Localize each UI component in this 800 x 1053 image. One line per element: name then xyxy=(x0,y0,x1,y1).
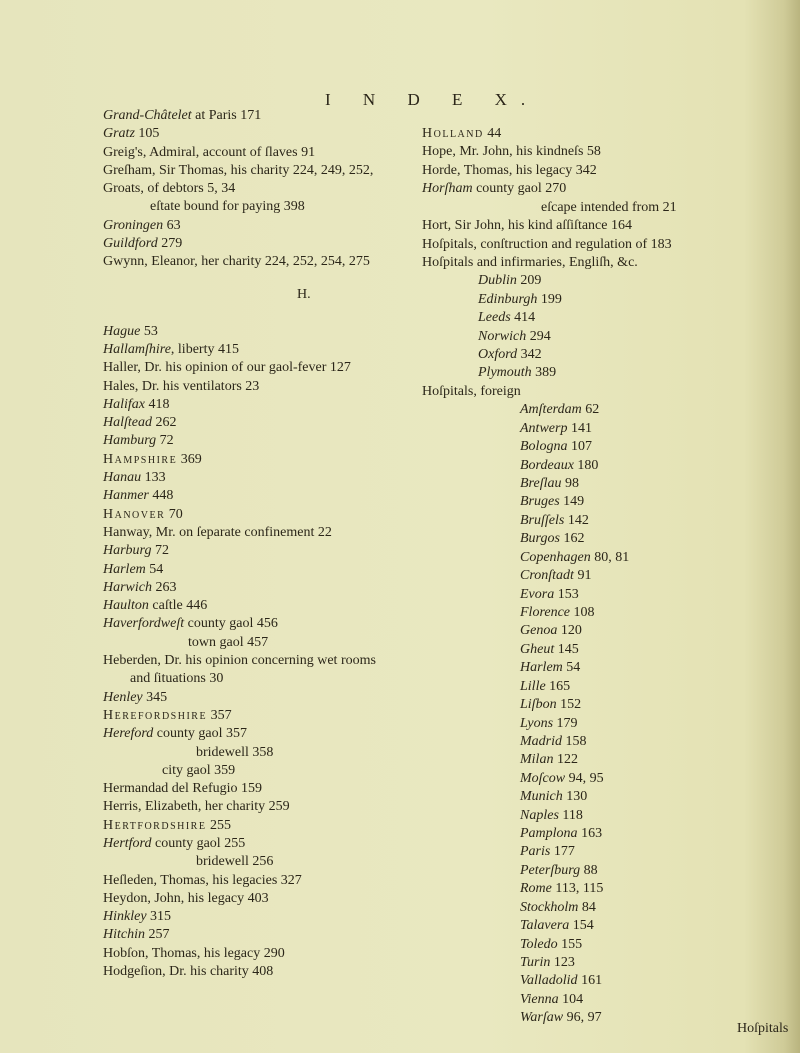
entry-text: Hope, Mr. John, his kindneſs 58 xyxy=(422,144,601,160)
index-entry xyxy=(422,530,677,548)
index-entry xyxy=(103,634,376,652)
entry-text: 142 xyxy=(564,512,589,528)
entry-text: Heberden, Dr. his opinion concerning wet rooms xyxy=(103,653,376,669)
entry-text: caſtle 446 xyxy=(148,598,208,614)
entry-place-name: Harwich xyxy=(103,579,152,595)
entry-place-name: Peterſburg xyxy=(520,862,581,878)
entry-text: eſcape intended from 21 xyxy=(541,199,677,215)
index-entry xyxy=(422,586,677,604)
entry-text: H. xyxy=(297,286,311,302)
entry-text: 62 xyxy=(581,402,600,418)
index-entry xyxy=(103,217,376,235)
entry-text: 180 xyxy=(573,457,599,473)
entry-county-name: Hertfordshire xyxy=(103,817,207,833)
index-entry xyxy=(103,817,376,835)
entry-place-name: Gratz xyxy=(103,126,135,142)
entry-place-name: Hitchin xyxy=(103,927,145,943)
entry-text: 177 xyxy=(550,844,575,860)
entry-place-name: Haulton xyxy=(103,598,149,614)
index-entry xyxy=(422,254,677,272)
entry-place-name: Leeds xyxy=(478,310,511,326)
entry-text: , liberty 415 xyxy=(170,341,239,357)
index-entry xyxy=(103,890,376,908)
entry-place-name: Genoa xyxy=(520,623,558,639)
entry-text: 262 xyxy=(152,415,177,431)
catchword: Hoſpitals xyxy=(737,1021,789,1036)
entry-place-name: Antwerp xyxy=(520,420,568,436)
index-entry xyxy=(422,917,677,935)
index-entry xyxy=(422,972,677,990)
entry-place-name: Oxford xyxy=(478,347,518,363)
index-entry xyxy=(422,659,677,677)
entry-text: Hodgeſion, Dr. his charity 408 xyxy=(103,964,274,980)
index-entry xyxy=(422,678,677,696)
entry-place-name: Evora xyxy=(520,586,555,602)
index-entry xyxy=(103,926,376,944)
index-entry xyxy=(103,180,376,198)
entry-place-name: Breſlau xyxy=(520,476,562,492)
index-entry xyxy=(103,963,376,981)
entry-place-name: Rome xyxy=(520,881,552,897)
index-entry xyxy=(422,180,677,198)
index-entry xyxy=(422,217,677,235)
entry-text: 98 xyxy=(561,476,579,492)
entry-text: city gaol 359 xyxy=(162,762,236,778)
entry-text: 53 xyxy=(140,323,158,339)
index-entry xyxy=(422,696,677,714)
index-entry xyxy=(103,451,376,469)
entry-text: Haller, Dr. his opinion of our gaol-fever 127 xyxy=(103,360,351,376)
entry-text: 108 xyxy=(570,604,595,620)
index-entry xyxy=(103,235,376,253)
entry-text: 63 xyxy=(163,217,181,233)
entry-place-name: Warſaw xyxy=(520,1010,564,1026)
index-entry xyxy=(103,744,376,762)
entry-text: 357 xyxy=(207,707,232,723)
index-entry xyxy=(103,107,376,125)
entry-text: 255 xyxy=(206,817,231,833)
index-entry xyxy=(422,420,677,438)
entry-place-name: Pamplona xyxy=(520,826,578,842)
entry-text: Groats, of debtors 5, 34 xyxy=(103,181,236,197)
entry-place-name: Guildford xyxy=(103,236,158,252)
entry-text: 54 xyxy=(562,660,581,676)
entry-place-name: Bologna xyxy=(520,439,568,455)
entry-text: Hobſon, Thomas, his legacy 290 xyxy=(103,945,285,961)
index-entry xyxy=(422,770,677,788)
entry-text: county gaol 456 xyxy=(184,616,278,632)
index-column-left xyxy=(103,107,376,981)
entry-text: 149 xyxy=(559,494,585,510)
index-entry xyxy=(422,199,677,217)
entry-place-name: Milan xyxy=(520,752,554,768)
index-entry xyxy=(103,396,376,414)
index-entry xyxy=(422,641,677,659)
index-entry xyxy=(422,880,677,898)
index-entry xyxy=(422,807,677,825)
entry-text: 113, 115 xyxy=(551,881,604,897)
index-entry xyxy=(103,835,376,853)
index-entry xyxy=(422,512,677,530)
entry-place-name: Toledo xyxy=(520,936,558,952)
index-entry xyxy=(103,579,376,597)
index-entry xyxy=(422,862,677,880)
entry-place-name: Madrid xyxy=(520,733,562,749)
entry-place-name: Hamburg xyxy=(103,433,157,449)
entry-text: 342 xyxy=(517,347,542,363)
index-entry xyxy=(103,652,376,670)
entry-place-name: Plymouth xyxy=(478,365,532,381)
index-column-right xyxy=(422,125,677,1028)
entry-text: 154 xyxy=(569,918,594,934)
entry-text: 414 xyxy=(510,310,536,326)
index-entry xyxy=(422,899,677,917)
index-entry xyxy=(422,493,677,511)
index-entry xyxy=(103,615,376,633)
entry-text: 345 xyxy=(142,689,168,705)
entry-place-name: Paris xyxy=(520,844,551,860)
index-entry xyxy=(422,328,677,346)
entry-place-name: Grand-Châtelet xyxy=(103,108,192,123)
index-entry xyxy=(422,272,677,290)
index-entry xyxy=(103,670,376,688)
entry-place-name: Horſham xyxy=(422,181,473,197)
entry-text: Hermandad del Refugio 159 xyxy=(103,781,263,797)
entry-text: 257 xyxy=(145,927,170,943)
entry-text: 315 xyxy=(146,909,172,925)
entry-county-name: Herefordshire xyxy=(103,707,208,723)
index-entry xyxy=(422,549,677,567)
entry-text: 179 xyxy=(553,715,578,731)
entry-text: 120 xyxy=(557,623,582,639)
entry-place-name: Burgos xyxy=(520,531,560,547)
entry-place-name: Talavera xyxy=(520,918,570,934)
section-heading xyxy=(103,286,376,304)
index-entry xyxy=(422,991,677,1009)
index-entry xyxy=(422,843,677,861)
entry-text: 418 xyxy=(145,396,170,412)
entry-text: Hoſpitals, foreign xyxy=(422,383,521,399)
entry-place-name: Florence xyxy=(520,604,571,620)
index-entry xyxy=(103,597,376,615)
index-entry xyxy=(422,457,677,475)
entry-place-name: Vienna xyxy=(520,991,559,1007)
entry-place-name: Amſterdam xyxy=(520,402,582,418)
entry-text: town gaol 457 xyxy=(188,634,269,650)
index-entry xyxy=(103,378,376,396)
entry-text: Hales, Dr. his ventilators 23 xyxy=(103,378,260,394)
entry-place-name: Copenhagen xyxy=(520,549,591,565)
entry-place-name: Stockholm xyxy=(520,899,579,915)
entry-place-name: Dublin xyxy=(478,273,517,289)
entry-text: 448 xyxy=(148,488,174,504)
page-title: I N D E X. xyxy=(325,90,540,109)
entry-place-name: Hereford xyxy=(103,726,154,742)
entry-text: 72 xyxy=(151,543,169,559)
index-entry xyxy=(103,162,376,180)
entry-text: 88 xyxy=(580,862,598,878)
index-entry xyxy=(103,780,376,798)
entry-place-name: Lille xyxy=(520,678,546,694)
entry-text: 105 xyxy=(134,126,160,142)
index-entry xyxy=(422,438,677,456)
index-entry xyxy=(103,125,376,143)
entry-text: Hort, Sir John, his kind aſſiſtance 164 xyxy=(422,218,632,234)
entry-county-name: Hampshire xyxy=(103,451,178,467)
index-entry xyxy=(422,733,677,751)
index-entry xyxy=(422,788,677,806)
entry-place-name: Bruſſels xyxy=(520,512,565,528)
entry-county-name: Hanover xyxy=(103,506,166,522)
entry-text: Hoſpitals, conſtruction and regulation of 183 xyxy=(422,236,672,252)
index-entry xyxy=(422,715,677,733)
entry-place-name: Liſbon xyxy=(520,697,557,713)
entry-text: 122 xyxy=(553,752,578,768)
index-entry xyxy=(422,401,677,419)
entry-text: 152 xyxy=(556,697,582,713)
entry-text: bridewell 358 xyxy=(196,744,274,760)
index-entry xyxy=(422,954,677,972)
index-entry xyxy=(422,162,677,180)
entry-text: 158 xyxy=(562,733,587,749)
entry-place-name: Munich xyxy=(520,789,563,805)
entry-text: Greig's, Admiral, account of ſlaves 91 xyxy=(103,144,316,160)
index-entry xyxy=(103,323,376,341)
index-entry xyxy=(422,125,677,143)
entry-text: 165 xyxy=(545,678,571,694)
index-entry xyxy=(103,707,376,725)
entry-text: 54 xyxy=(145,561,164,577)
entry-place-name: Harlem xyxy=(520,660,563,676)
entry-place-name: Edinburgh xyxy=(478,291,538,307)
index-entry xyxy=(103,542,376,560)
index-entry xyxy=(103,359,376,377)
index-entry xyxy=(422,622,677,640)
entry-text: 107 xyxy=(567,439,592,455)
entry-text: 70 xyxy=(165,506,183,522)
entry-text: 130 xyxy=(562,789,588,805)
entry-place-name: Henley xyxy=(103,689,143,705)
index-entry xyxy=(422,567,677,585)
entry-text: Hoſpitals and infirmaries, Engliſh, &c. xyxy=(422,254,638,270)
entry-text: 118 xyxy=(558,807,583,823)
entry-place-name: Hertford xyxy=(103,835,152,851)
entry-text: 44 xyxy=(483,126,502,141)
entry-text: 369 xyxy=(177,451,202,467)
entry-text: 84 xyxy=(578,899,596,915)
entry-text: Heſleden, Thomas, his legacies 327 xyxy=(103,872,302,888)
entry-text: and ſituations 30 xyxy=(130,671,224,687)
entry-place-name: Hanau xyxy=(103,470,142,486)
index-entry xyxy=(422,143,677,161)
index-entry xyxy=(422,364,677,382)
entry-text: 279 xyxy=(157,236,183,252)
index-entry xyxy=(103,253,376,271)
entry-place-name: Halſtead xyxy=(103,415,152,431)
index-entry xyxy=(103,432,376,450)
index-entry xyxy=(103,144,376,162)
entry-place-name: Moſcow xyxy=(520,770,566,786)
entry-place-name: Bruges xyxy=(520,494,560,510)
entry-text: 161 xyxy=(577,973,603,989)
index-entry xyxy=(103,689,376,707)
index-entry xyxy=(422,346,677,364)
entry-text: at Paris 171 xyxy=(191,108,262,123)
entry-text: 94, 95 xyxy=(565,770,604,786)
index-entry xyxy=(422,825,677,843)
index-entry xyxy=(103,945,376,963)
entry-text: Horde, Thomas, his legacy 342 xyxy=(422,162,597,178)
entry-text: 80, 81 xyxy=(590,549,630,565)
entry-place-name: Hanmer xyxy=(103,488,149,504)
entry-place-name: Hague xyxy=(103,323,141,339)
index-entry xyxy=(103,725,376,743)
entry-text: 389 xyxy=(531,365,557,381)
entry-text: county gaol 255 xyxy=(151,835,246,851)
entry-place-name: Norwich xyxy=(478,328,527,344)
entry-place-name: Lyons xyxy=(520,715,554,731)
entry-county-name: Holland xyxy=(422,126,484,141)
index-entry xyxy=(103,506,376,524)
entry-text: 141 xyxy=(567,420,592,436)
index-entry xyxy=(422,751,677,769)
index-entry xyxy=(422,936,677,954)
entry-place-name: Harlem xyxy=(103,561,146,577)
index-entry xyxy=(422,475,677,493)
entry-text: 162 xyxy=(559,531,585,547)
entry-text: Hanway, Mr. on ſeparate confinement 22 xyxy=(103,524,332,540)
entry-place-name: Hallamſhire xyxy=(103,341,171,357)
index-entry xyxy=(103,198,376,216)
entry-text: 145 xyxy=(554,641,579,657)
entry-text: county gaol 270 xyxy=(472,181,567,197)
entry-place-name: Valladolid xyxy=(520,973,578,989)
entry-place-name: Turin xyxy=(520,954,551,970)
entry-text: 163 xyxy=(577,826,603,842)
index-entry xyxy=(103,469,376,487)
entry-place-name: Groningen xyxy=(103,217,164,233)
index-entry xyxy=(422,236,677,254)
entry-text: 294 xyxy=(526,328,551,344)
index-entry xyxy=(103,762,376,780)
entry-place-name: Hinkley xyxy=(103,909,147,925)
index-entry xyxy=(103,341,376,359)
entry-place-name: Bordeaux xyxy=(520,457,574,473)
entry-text: 104 xyxy=(558,991,584,1007)
index-entry xyxy=(103,872,376,890)
entry-text: Heydon, John, his legacy 403 xyxy=(103,890,269,906)
index-entry xyxy=(103,798,376,816)
entry-text: 155 xyxy=(557,936,583,952)
index-entry xyxy=(103,487,376,505)
entry-text: 72 xyxy=(156,433,174,449)
entry-text: 263 xyxy=(152,579,177,595)
entry-text: 96, 97 xyxy=(563,1010,602,1026)
index-entry xyxy=(103,414,376,432)
entry-text: 199 xyxy=(537,291,562,307)
entry-place-name: Haverfordweſt xyxy=(103,616,185,632)
entry-place-name: Halifax xyxy=(103,396,145,412)
entry-place-name: Cronſtadt xyxy=(520,568,574,584)
index-entry xyxy=(422,309,677,327)
entry-text: 91 xyxy=(573,568,592,584)
index-entry xyxy=(103,908,376,926)
entry-text: Greſham, Sir Thomas, his charity 224, 249, 252, xyxy=(103,162,374,178)
entry-text: 209 xyxy=(516,273,542,289)
entry-place-name: Gheut xyxy=(520,641,555,657)
index-entry xyxy=(422,604,677,622)
index-entry xyxy=(103,853,376,871)
index-entry xyxy=(422,291,677,309)
entry-text: Herris, Elizabeth, her charity 259 xyxy=(103,799,290,815)
index-entry xyxy=(103,561,376,579)
index-entry xyxy=(422,1009,677,1027)
entry-text: 123 xyxy=(550,954,575,970)
index-entry xyxy=(103,524,376,542)
entry-text: Gwynn, Eleanor, her charity 224, 252, 254, 275 xyxy=(103,254,370,270)
entry-text: 153 xyxy=(554,586,579,602)
entry-place-name: Naples xyxy=(520,807,559,823)
entry-text: county gaol 357 xyxy=(153,726,248,742)
entry-place-name: Harburg xyxy=(103,543,152,559)
index-entry xyxy=(422,383,677,401)
entry-text: eſtate bound for paying 398 xyxy=(150,199,305,215)
entry-text: bridewell 256 xyxy=(196,854,274,870)
entry-text: 133 xyxy=(141,470,166,486)
